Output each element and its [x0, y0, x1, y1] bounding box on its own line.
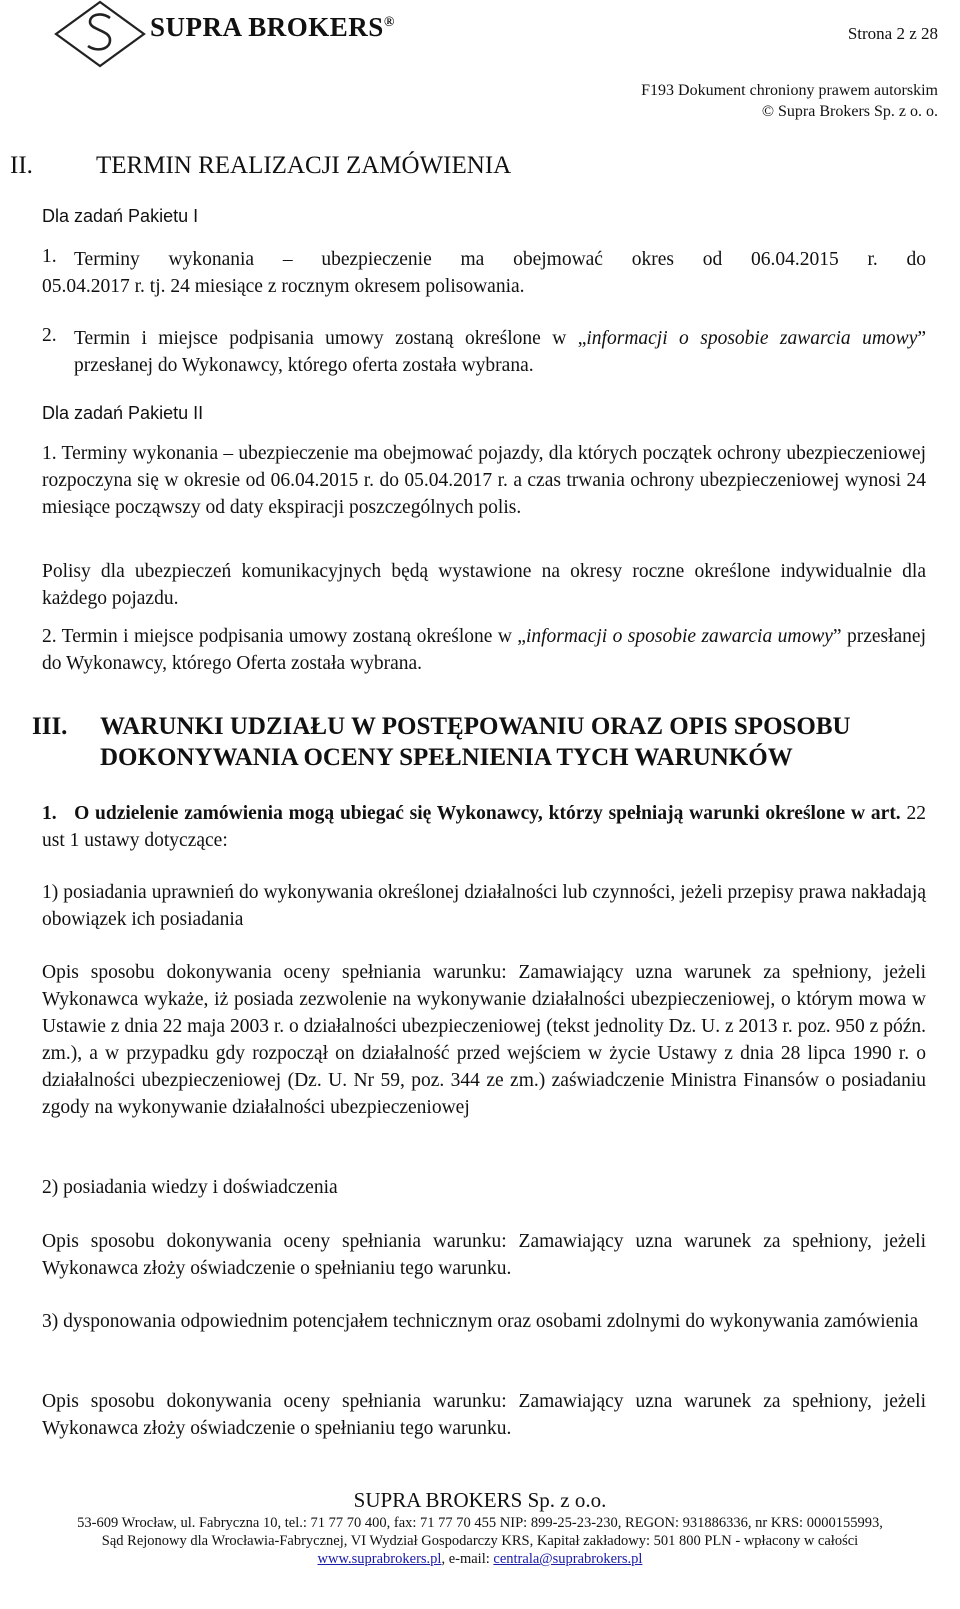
footer-company-name: SUPRA BROKERS Sp. z o.o.: [353, 1488, 607, 1512]
logo-wordmark: SUPRA BROKERS®: [150, 12, 395, 42]
email-link[interactable]: centrala@suprabrokers.pl: [493, 1551, 643, 1567]
condition-1: 1) posiadania uprawnień do wykonywania określonej działalności lub czynności, jeżeli przepisy prawa nakładają obowiązek ich posiadania: [42, 882, 926, 930]
pakiet-ii-heading: Dla zadań Pakietu II: [42, 403, 204, 423]
section-iii-lead: 1. O udzielenie zamówienia mogą ubiegać się Wykonawcy, którzy spełniają warunki określone w art. 22 ust 1 ustawy dotyczące:: [42, 803, 926, 851]
diamond-logo-icon: [52, 0, 148, 68]
pakiet-i-heading: Dla zadań Pakietu I: [42, 206, 199, 226]
footer-address-line: 53-609 Wrocław, ul. Fabryczna 10, tel.: 71 77 70 400, fax: 71 77 70 455 NIP: 899-25-23-230, REGON: 931886336, nr KRS: 0000155993,: [77, 1515, 883, 1531]
condition-1-description: Opis sposobu dokonywania oceny spełniania warunku: Zamawiający uzna warunek za spełniony, jeżeli Wykonawca wykaże, iż posiada zezwolenie na wykonywanie działalności ubezpieczeniowej, o którym mowa w Ustawie z dnia 22 maja 2003 r. o działalności ubezpieczeniowej (tekst jednolity Dz. U. z 2013 r. poz. 950 z późn. zm.), a w przypadku gdy rozpoczął on działalność przed wejściem w życie Ustawy z dnia 28 lipca 1990 r. o działalności ubezpieczeniowej (Dz. U. Nr 59, poz. 344 ze zm.) zaświadczenie Ministra Finansów o posiadaniu zgody na wykonywanie działalności ubezpieczeniowej: [42, 962, 926, 1118]
pakiet-i-item-1-line-2: 05.04.2017 r. tj. 24 miesiące z rocznym okresem polisowania.: [42, 276, 525, 297]
footer-court-line: Sąd Rejonowy dla Wrocławia-Fabrycznej, VI Wydział Gospodarczy KRS, Kapitał zakładowy: 501 800 PLN - wpłacony w całości: [101, 1533, 859, 1549]
copyright-line-2: © Supra Brokers Sp. z o. o.: [761, 103, 938, 120]
page-number: Strona 2 z 28: [847, 24, 938, 43]
section-iii-heading: III. WARUNKI UDZIAŁU W POSTĘPOWANIU ORAZ OPIS SPOSOBU DOKONYWANIA OCENY SPEŁNIENIA TYCH WARUNKÓW: [32, 713, 851, 771]
condition-2: 2) posiadania wiedzy i doświadczenia: [42, 1177, 338, 1198]
pakiet-i-item-2: Termin i miejsce podpisania umowy zostaną określone w „informacji o sposobie zawarcia umowy” przesłanej do Wykonawcy, którego oferta została wybrana.: [74, 328, 927, 376]
footer-contact-line: www.suprabrokers.pl, e-mail: centrala@suprabrokers.pl: [317, 1551, 643, 1567]
pakiet-i-item-1-line-1: Terminy wykonania – ubezpieczenie ma obejmować okres od 06.04.2015 r. do: [74, 249, 926, 270]
section-ii-heading: II. TERMIN REALIZACJI ZAMÓWIENIA: [10, 152, 512, 179]
condition-3-description: Opis sposobu dokonywania oceny spełniania warunku: Zamawiający uzna warunek za spełniony, jeżeli Wykonawca złoży oświadczenie o spełnianiu tego warunku.: [42, 1391, 926, 1439]
copyright-line-1: F193 Dokument chroniony prawem autorskim: [641, 82, 938, 99]
pakiet-ii-polisy: Polisy dla ubezpieczeń komunikacyjnych będą wystawione na okresy roczne określone indywidualnie dla każdego pojazdu.: [42, 561, 926, 609]
pakiet-ii-item-1: 1. Terminy wykonania – ubezpieczenie ma obejmować pojazdy, dla których początek ochrony ubezpieczeniowej rozpoczyna się w okresie od 06.04.2015 r. do 05.04.2017 r. a czas trwania ochrony ubezpieczeniowej wynosi 24 miesiące począwszy od daty ekspiracji poszczególnych polis.: [42, 443, 926, 518]
condition-2-description: Opis sposobu dokonywania oceny spełniania warunku: Zamawiający uzna warunek za spełniony, jeżeli Wykonawca złoży oświadczenie o spełnianiu tego warunku.: [42, 1231, 926, 1279]
condition-3: 3) dysponowania odpowiednim potencjałem technicznym oraz osobami zdolnymi do wykonywania zamówienia: [42, 1311, 919, 1332]
website-link[interactable]: www.suprabrokers.pl: [317, 1551, 442, 1567]
pakiet-i-item-2-number: 2.: [42, 325, 57, 346]
company-logo: [52, 0, 472, 70]
pakiet-ii-item-2: 2. Termin i miejsce podpisania umowy zostaną określone w „informacji o sposobie zawarcia umowy” przesłanej do Wykonawcy, którego Oferta została wybrana.: [42, 626, 926, 674]
pakiet-i-item-1-number: 1.: [42, 246, 57, 267]
